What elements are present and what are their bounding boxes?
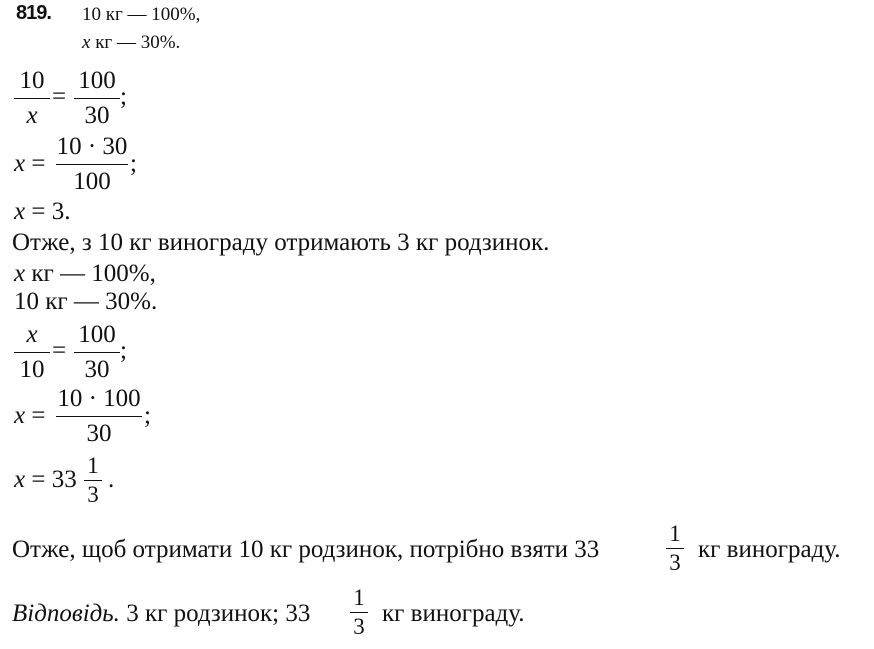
result-lhs	[14, 466, 77, 494]
answer-label: Відповідь.	[12, 600, 120, 627]
variable-x: x	[82, 32, 91, 53]
numerator: 1	[353, 585, 365, 610]
denominator: x	[26, 102, 38, 129]
fraction-bar	[84, 480, 102, 481]
answer-tail: кг винограду.	[382, 600, 525, 627]
denominator: 10	[19, 356, 45, 383]
denominator: 30	[84, 102, 110, 129]
denominator: 100	[73, 168, 111, 195]
fraction-one-third	[350, 585, 368, 640]
answer-line	[12, 600, 310, 628]
given-line-4: 10 кг — 30%.	[14, 288, 158, 315]
equals-sign: =	[52, 337, 67, 364]
period: .	[108, 466, 115, 493]
variable-x: x	[14, 260, 26, 287]
fraction-x-over-10	[14, 320, 50, 385]
equation-lhs	[14, 150, 45, 178]
result-whole: = 33	[25, 466, 77, 493]
denominator: 3	[669, 550, 681, 575]
variable-x: x	[14, 466, 26, 493]
numerator: 10	[19, 67, 45, 94]
fraction-product	[56, 384, 142, 449]
numerator: 100	[78, 321, 116, 348]
denominator: 30	[84, 356, 110, 383]
semicolon: ;	[130, 150, 137, 177]
variable-x: x	[14, 198, 26, 225]
numerator: 10 · 30	[56, 133, 128, 160]
fraction-one-third	[666, 521, 684, 576]
fraction-100-over-30	[74, 66, 120, 131]
variable-x: x	[14, 402, 26, 429]
fraction-bar	[14, 352, 50, 353]
fraction-bar	[666, 548, 684, 549]
conclusion-2: Отже, щоб отримати 10 кг родзинок, потрібно взяти 33	[12, 536, 600, 563]
fraction-100-over-30	[74, 320, 120, 385]
numerator: 10 · 100	[57, 385, 141, 412]
fraction-bar	[14, 98, 50, 99]
denominator: 30	[86, 420, 112, 447]
semicolon: ;	[144, 402, 151, 429]
denominator: 3	[353, 614, 365, 639]
problem-number: 819.	[16, 2, 51, 24]
numerator: 1	[669, 521, 681, 546]
given-line-2	[82, 32, 180, 54]
result-line	[14, 198, 70, 226]
answer-text: 3 кг родзинок; 33	[119, 600, 311, 627]
numerator: x	[26, 321, 38, 348]
variable-x: x	[14, 150, 26, 177]
given-line-3	[14, 260, 156, 288]
given-line-3-text: кг — 100%,	[25, 260, 156, 287]
equals-sign: =	[25, 402, 46, 429]
semicolon: ;	[120, 83, 127, 110]
fraction-bar	[74, 98, 120, 99]
fraction-bar	[350, 612, 368, 613]
given-line-1: 10 кг — 100%,	[82, 4, 201, 25]
fraction-bar	[74, 352, 120, 353]
conclusion-1: Отже, з 10 кг винограду отримають 3 кг родзинок.	[12, 229, 550, 256]
fraction-bar	[56, 164, 128, 165]
conclusion-2-tail: кг винограду.	[698, 536, 841, 563]
fraction-product	[56, 132, 128, 197]
denominator: 3	[87, 482, 99, 507]
result-text: = 3.	[25, 198, 71, 225]
equals-sign: =	[25, 150, 46, 177]
equation-lhs	[14, 402, 45, 430]
fraction-10-over-x	[14, 66, 50, 131]
fraction-bar	[56, 416, 142, 417]
semicolon: ;	[120, 337, 127, 364]
fraction-one-third	[84, 453, 102, 508]
given-line-2-text: кг — 30%.	[90, 32, 181, 53]
numerator: 1	[87, 453, 99, 478]
numerator: 100	[78, 67, 116, 94]
equals-sign: =	[52, 83, 67, 110]
